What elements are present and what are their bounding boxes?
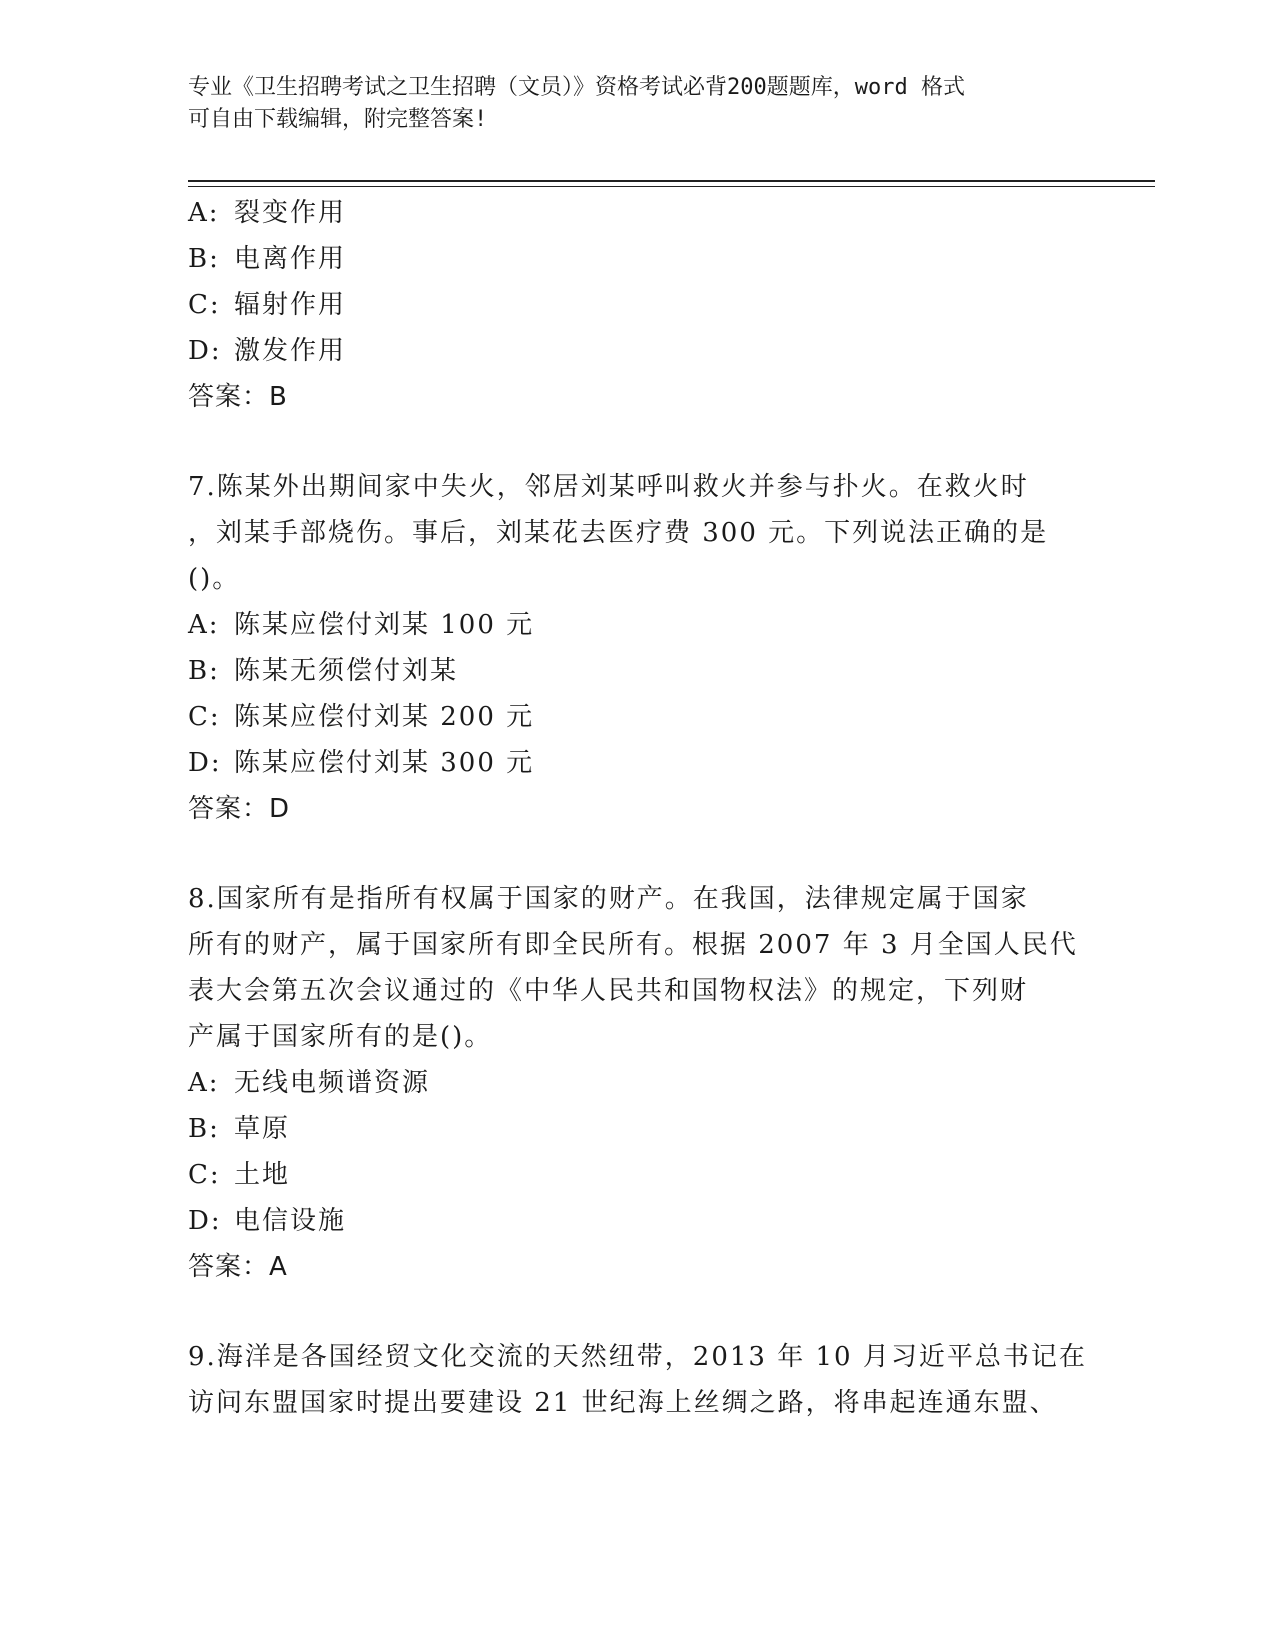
option-text: 激发作用 xyxy=(234,336,347,366)
document-header xyxy=(188,72,1088,136)
spacer xyxy=(188,420,1088,464)
question-text-line: 访问东盟国家时提出要建设 21 世纪海上丝绸之路，将串起连通东盟、 xyxy=(188,1388,1058,1418)
question-content xyxy=(188,190,1088,1426)
option-text: 陈某应偿付刘某 300 元 xyxy=(234,748,535,778)
header-divider-thin xyxy=(188,186,1155,187)
option-key: D: xyxy=(188,748,222,778)
spacer xyxy=(188,1290,1088,1334)
option-key: B: xyxy=(188,656,220,686)
option-key: B: xyxy=(188,244,220,274)
question-text-line: ()。 xyxy=(188,564,241,594)
answer-line: 答案：B xyxy=(188,382,288,412)
header-line-2: 可自由下载编辑，附完整答案! xyxy=(188,107,488,132)
option-text: 土地 xyxy=(234,1160,291,1190)
option-b xyxy=(188,1106,1088,1152)
option-key: C: xyxy=(188,702,221,732)
option-b xyxy=(188,236,1088,282)
question-text-line: 所有的财产，属于国家所有即全民所有。根据 2007 年 3 月全国人民代 xyxy=(188,930,1078,960)
option-text: 无线电频谱资源 xyxy=(234,1068,431,1098)
option-d xyxy=(188,328,1088,374)
option-text: 陈某应偿付刘某 100 元 xyxy=(234,610,535,640)
option-text: 草原 xyxy=(234,1114,291,1144)
option-text: 陈某应偿付刘某 200 元 xyxy=(234,702,535,732)
question-text-line: 7.陈某外出期间家中失火，邻居刘某呼叫救火并参与扑火。在救火时 xyxy=(188,472,1029,502)
option-a xyxy=(188,1060,1088,1106)
option-key: A: xyxy=(188,198,220,228)
header-divider-thick xyxy=(188,180,1155,182)
option-key: D: xyxy=(188,1206,222,1236)
header-line-1: 专业《卫生招聘考试之卫生招聘（文员）》资格考试必背200题题库，word 格式 xyxy=(188,75,965,100)
option-text: 辐射作用 xyxy=(234,290,347,320)
question-text-line: ，刘某手部烧伤。事后，刘某花去医疗费 300 元。下列说法正确的是 xyxy=(188,518,1049,548)
option-c xyxy=(188,1152,1088,1198)
option-a xyxy=(188,190,1088,236)
option-key: B: xyxy=(188,1114,220,1144)
answer-line: 答案：A xyxy=(188,1252,288,1282)
option-text: 电离作用 xyxy=(234,244,347,274)
option-c xyxy=(188,694,1088,740)
option-c xyxy=(188,282,1088,328)
option-text: 裂变作用 xyxy=(234,198,347,228)
option-text: 电信设施 xyxy=(234,1206,347,1236)
question-9 xyxy=(188,1334,1088,1426)
option-d xyxy=(188,1198,1088,1244)
option-a xyxy=(188,602,1088,648)
option-key: A: xyxy=(188,610,220,640)
question-8 xyxy=(188,876,1088,1290)
option-key: D: xyxy=(188,336,222,366)
question-text-line: 9.海洋是各国经贸文化交流的天然纽带，2013 年 10 月习近平总书记在 xyxy=(188,1342,1087,1372)
option-text: 陈某无须偿付刘某 xyxy=(234,656,459,686)
question-text-line: 表大会第五次会议通过的《中华人民共和国物权法》的规定，下列财 xyxy=(188,976,1029,1006)
question-text-line: 产属于国家所有的是()。 xyxy=(188,1022,493,1052)
spacer xyxy=(188,832,1088,876)
option-b xyxy=(188,648,1088,694)
question-text-line: 8.国家所有是指所有权属于国家的财产。在我国，法律规定属于国家 xyxy=(188,884,1029,914)
option-key: C: xyxy=(188,1160,221,1190)
option-d xyxy=(188,740,1088,786)
question-7 xyxy=(188,464,1088,832)
answer-line: 答案：D xyxy=(188,794,291,824)
option-key: A: xyxy=(188,1068,220,1098)
question-6 xyxy=(188,190,1088,420)
option-key: C: xyxy=(188,290,221,320)
